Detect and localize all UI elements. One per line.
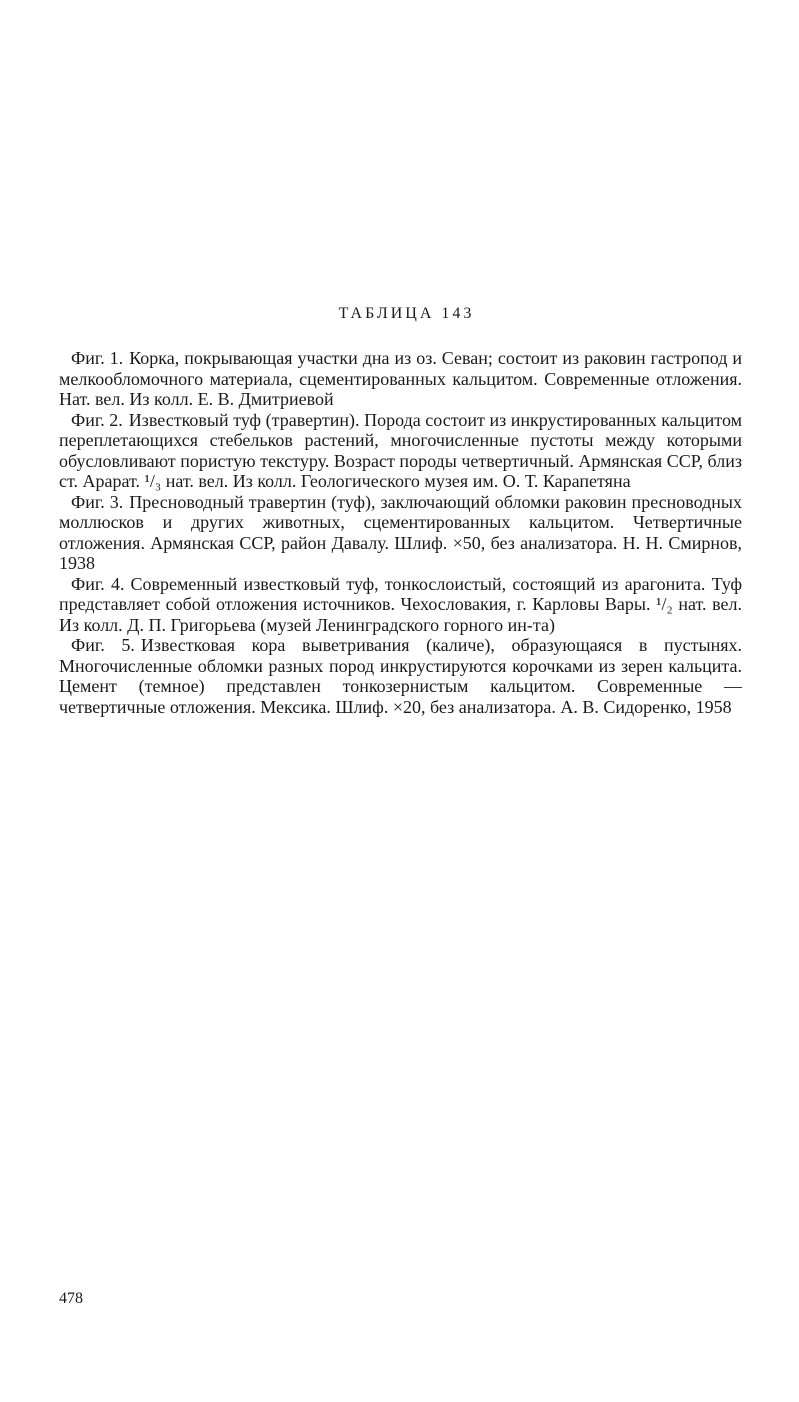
caption-label: Фиг. 2. xyxy=(71,409,123,430)
caption-fig-3 xyxy=(59,492,742,574)
caption-label: Фиг. 4. xyxy=(71,573,125,594)
caption-label: Фиг. 5. xyxy=(71,635,135,655)
caption-fig-4 xyxy=(59,574,742,636)
page-number: 478 xyxy=(59,1290,83,1307)
caption-fig-2 xyxy=(59,410,742,492)
caption-fig-5 xyxy=(59,635,742,717)
caption-text: Пресноводный травертин (туф), заключающий обломки раковин пресноводных моллюсков и других животных, сцементированных кальцитом. Четвертичные отложения. Армянская ССР, район Давалу. Шлиф. ×50, без анализатора. Н. Н. Смирнов, 1938 xyxy=(59,491,742,573)
caption-label: Фиг. 3. xyxy=(71,491,124,512)
table-title: ТАБЛИЦА 143 xyxy=(338,305,475,322)
caption-text: Корка, покрывающая участки дна из оз. Севан; состоит из раковин гастропод и мелкообломочного материала, сцементированных кальцитом. Современные отложения. Нат. вел. Из колл. Е. В. Дмитриевой xyxy=(59,348,742,409)
caption-text: Известковый туф (травертин). Порода состоит из инкрустированных кальцитом переплетающихся стебельков растений, многочисленные пустоты между которыми обусловливают пористую текстуру. Возраст породы четвертичный. Армянская ССР, близ ст. Арарат. ¹/₃ нат. вел. Из колл. Геологического музея им. О. Т. Карапетяна xyxy=(59,409,742,491)
figure-captions xyxy=(59,348,742,717)
caption-label: Фиг. 1. xyxy=(71,348,124,368)
caption-text: Известковая кора выветривания (каличе), образующаяся в пустынях. Многочисленные обломки разных пород инкрустируются корочками из зерен кальцита. Цемент (темное) представлен тонкозернистым кальцитом. Современные — четвертичные отложения. Мексика. Шлиф. ×20, без анализатора. А. В. Сидоренко, 1958 xyxy=(59,635,742,717)
caption-text: Современный известковый туф, тонкослоистый, состоящий из арагонита. Туф представляет собой отложения источников. Чехословакия, г. Карловы Вары. ¹/₂ нат. вел. Из колл. Д. П. Григорьева (музей Ленинградского горного ин-та) xyxy=(59,573,742,635)
caption-fig-1 xyxy=(59,348,742,410)
